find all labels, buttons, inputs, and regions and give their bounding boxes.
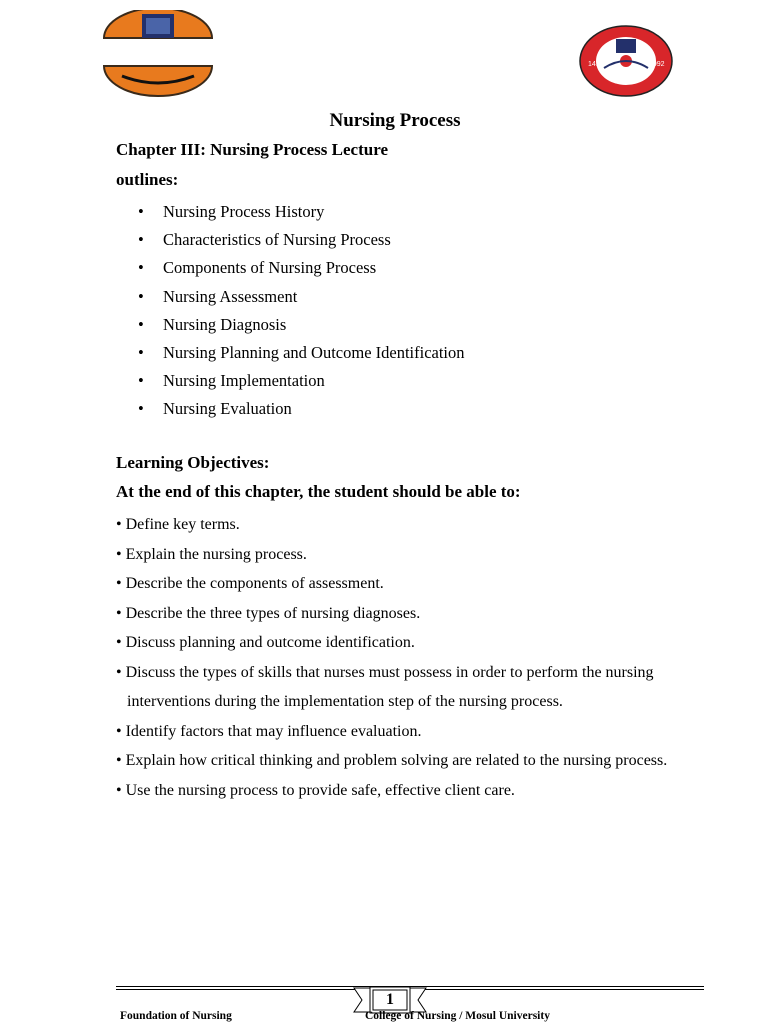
outline-list [138, 201, 465, 427]
outline-item [138, 370, 465, 398]
objective-item: • Discuss the types of skills that nurses must possess in order to perform the nursing interventions during the implementation step of the nursing process. [116, 663, 654, 710]
outline-item [138, 342, 465, 370]
outlines-label: outlines: [116, 170, 179, 189]
outline-item [138, 286, 465, 314]
outline-item-text: Nursing Process History [163, 202, 325, 221]
outline-item [138, 314, 465, 342]
university-seal-logo [100, 10, 216, 98]
objectives-list [116, 510, 716, 805]
outline-item [138, 201, 465, 229]
learning-objectives-heading: Learning Objectives: [116, 453, 270, 472]
bullet-icon: • [138, 202, 144, 221]
outline-item [138, 257, 465, 285]
bullet-icon: • [138, 258, 144, 278]
objectives-intro: At the end of this chapter, the student should be able to: [116, 482, 521, 501]
seal-year-right: 1992 [649, 61, 665, 68]
objective-item: • Describe the three types of nursing diagnoses. [116, 604, 421, 622]
college-of-nursing-seal-logo [578, 24, 674, 98]
university-seal-graphic [100, 10, 216, 98]
bullet-icon: • [138, 314, 144, 334]
objective-item: • Identify factors that may influence evaluation. [116, 722, 422, 740]
objective-item: • Describe the components of assessment. [116, 575, 384, 592]
chapter-heading: Chapter III: Nursing Process Lecture [116, 140, 388, 159]
outline-item-text: Nursing Evaluation [163, 399, 292, 419]
bullet-icon: • [138, 399, 144, 419]
objective-item: • Explain the nursing process. [116, 545, 307, 563]
bullet-icon: • [138, 230, 144, 250]
footer-course-name: Foundation of Nursing [120, 1010, 232, 1022]
objective-item: • Define key terms. [116, 516, 240, 533]
outline-item [138, 229, 465, 257]
outline-item-text: Nursing Implementation [163, 371, 325, 391]
bullet-icon: • [138, 286, 144, 306]
outline-item-text: Nursing Planning and Outcome Identification [163, 342, 465, 362]
outline-item [138, 398, 465, 426]
footer-institution: College of Nursing / Mosul University [365, 1010, 550, 1022]
outline-item-text: Nursing Assessment [163, 286, 298, 306]
seal-year-left: 1412 [588, 61, 604, 68]
outline-item-text: Components of Nursing Process [163, 258, 377, 278]
outline-item-text: Characteristics of Nursing Process [163, 230, 391, 250]
outline-item-text: Nursing Diagnosis [163, 314, 287, 334]
college-seal-graphic [578, 24, 674, 98]
page-number: 1 [386, 991, 394, 1008]
bullet-icon: • [138, 342, 144, 362]
bullet-icon: • [138, 371, 144, 391]
document-title: Nursing Process [329, 110, 461, 131]
objective-item: • Discuss planning and outcome identification. [116, 634, 415, 651]
objective-item: • Use the nursing process to provide safe, effective client care. [116, 781, 515, 799]
objective-item: • Explain how critical thinking and problem solving are related to the nursing process. [116, 752, 668, 769]
